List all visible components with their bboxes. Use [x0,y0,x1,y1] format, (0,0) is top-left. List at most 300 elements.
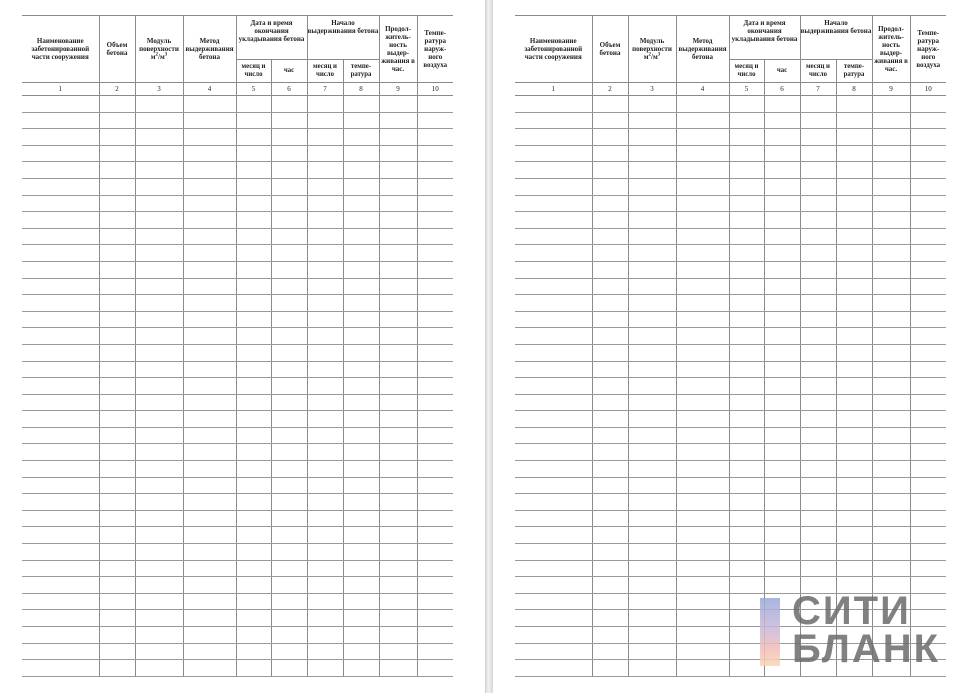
table-cell[interactable] [22,660,99,677]
table-cell[interactable] [271,178,307,195]
table-cell[interactable] [379,361,417,378]
table-cell[interactable] [22,361,99,378]
table-cell[interactable] [343,195,379,212]
table-cell[interactable] [836,112,872,129]
table-cell[interactable] [22,477,99,494]
table-cell[interactable] [135,610,183,627]
table-cell[interactable] [379,593,417,610]
table-cell[interactable] [379,261,417,278]
table-cell[interactable] [417,427,453,444]
table-cell[interactable] [379,494,417,511]
table-cell[interactable] [872,510,910,527]
table-cell[interactable] [379,560,417,577]
table-cell[interactable] [135,577,183,594]
table-cell[interactable] [764,427,800,444]
table-cell[interactable] [99,162,135,179]
table-cell[interactable] [307,593,343,610]
table-cell[interactable] [729,627,764,644]
table-cell[interactable] [628,178,676,195]
table-cell[interactable] [135,278,183,295]
table-cell[interactable] [417,461,453,478]
table-cell[interactable] [515,444,592,461]
table-cell[interactable] [910,527,946,544]
table-cell[interactable] [343,444,379,461]
table-cell[interactable] [872,461,910,478]
table-cell[interactable] [343,261,379,278]
table-cell[interactable] [628,328,676,345]
table-cell[interactable] [910,295,946,312]
table-cell[interactable] [592,245,628,262]
table-cell[interactable] [236,129,271,146]
table-cell[interactable] [676,378,729,395]
table-cell[interactable] [271,195,307,212]
table-cell[interactable] [729,411,764,428]
table-cell[interactable] [800,477,836,494]
table-cell[interactable] [515,295,592,312]
table-cell[interactable] [379,212,417,229]
table-cell[interactable] [729,378,764,395]
table-cell[interactable] [379,96,417,113]
table-cell[interactable] [676,145,729,162]
table-cell[interactable] [183,444,236,461]
table-cell[interactable] [729,361,764,378]
table-cell[interactable] [628,261,676,278]
table-cell[interactable] [729,145,764,162]
table-cell[interactable] [307,295,343,312]
table-cell[interactable] [592,660,628,677]
table-cell[interactable] [764,344,800,361]
table-cell[interactable] [628,527,676,544]
table-cell[interactable] [99,527,135,544]
table-cell[interactable] [628,162,676,179]
table-cell[interactable] [236,378,271,395]
table-cell[interactable] [135,627,183,644]
table-cell[interactable] [628,643,676,660]
table-cell[interactable] [183,228,236,245]
table-cell[interactable] [135,527,183,544]
table-cell[interactable] [592,544,628,561]
table-cell[interactable] [307,660,343,677]
table-cell[interactable] [764,228,800,245]
table-cell[interactable] [628,311,676,328]
table-cell[interactable] [379,544,417,561]
table-cell[interactable] [343,295,379,312]
table-cell[interactable] [800,427,836,444]
table-cell[interactable] [183,261,236,278]
table-cell[interactable] [236,278,271,295]
table-cell[interactable] [910,494,946,511]
table-cell[interactable] [800,527,836,544]
table-cell[interactable] [628,577,676,594]
table-cell[interactable] [99,328,135,345]
table-cell[interactable] [236,178,271,195]
table-cell[interactable] [729,494,764,511]
table-cell[interactable] [910,394,946,411]
table-cell[interactable] [592,394,628,411]
table-cell[interactable] [379,444,417,461]
table-cell[interactable] [910,212,946,229]
table-cell[interactable] [99,178,135,195]
table-cell[interactable] [271,660,307,677]
table-cell[interactable] [307,444,343,461]
table-cell[interactable] [183,427,236,444]
table-cell[interactable] [22,527,99,544]
table-cell[interactable] [515,560,592,577]
table-cell[interactable] [628,245,676,262]
table-cell[interactable] [271,527,307,544]
table-cell[interactable] [183,577,236,594]
table-cell[interactable] [764,178,800,195]
table-cell[interactable] [872,361,910,378]
table-cell[interactable] [271,311,307,328]
table-cell[interactable] [135,295,183,312]
table-cell[interactable] [515,228,592,245]
table-cell[interactable] [271,344,307,361]
table-cell[interactable] [271,261,307,278]
table-cell[interactable] [764,378,800,395]
table-cell[interactable] [236,411,271,428]
table-cell[interactable] [764,461,800,478]
table-cell[interactable] [135,427,183,444]
table-cell[interactable] [836,461,872,478]
table-cell[interactable] [764,477,800,494]
table-cell[interactable] [135,560,183,577]
table-cell[interactable] [343,112,379,129]
table-cell[interactable] [183,494,236,511]
table-cell[interactable] [729,527,764,544]
table-cell[interactable] [800,178,836,195]
table-cell[interactable] [676,544,729,561]
table-cell[interactable] [676,477,729,494]
table-cell[interactable] [343,660,379,677]
table-cell[interactable] [764,195,800,212]
table-cell[interactable] [676,411,729,428]
table-cell[interactable] [515,278,592,295]
table-cell[interactable] [379,627,417,644]
table-cell[interactable] [515,544,592,561]
table-cell[interactable] [910,112,946,129]
table-cell[interactable] [515,245,592,262]
table-cell[interactable] [271,610,307,627]
table-cell[interactable] [910,378,946,395]
table-cell[interactable] [592,427,628,444]
table-cell[interactable] [379,278,417,295]
table-cell[interactable] [417,245,453,262]
table-cell[interactable] [379,527,417,544]
table-cell[interactable] [343,411,379,428]
table-cell[interactable] [676,112,729,129]
table-cell[interactable] [417,311,453,328]
table-cell[interactable] [379,660,417,677]
table-cell[interactable] [836,344,872,361]
table-cell[interactable] [379,344,417,361]
table-cell[interactable] [836,245,872,262]
table-cell[interactable] [183,477,236,494]
table-cell[interactable] [836,129,872,146]
table-cell[interactable] [910,344,946,361]
table-cell[interactable] [417,378,453,395]
table-cell[interactable] [872,129,910,146]
table-cell[interactable] [592,344,628,361]
table-cell[interactable] [729,112,764,129]
table-cell[interactable] [417,261,453,278]
table-cell[interactable] [910,261,946,278]
table-cell[interactable] [417,577,453,594]
table-cell[interactable] [764,411,800,428]
table-cell[interactable] [22,593,99,610]
table-cell[interactable] [836,228,872,245]
table-cell[interactable] [515,344,592,361]
table-cell[interactable] [236,610,271,627]
table-cell[interactable] [872,477,910,494]
table-cell[interactable] [343,577,379,594]
table-cell[interactable] [22,643,99,660]
table-cell[interactable] [307,577,343,594]
table-cell[interactable] [236,261,271,278]
table-cell[interactable] [236,195,271,212]
table-cell[interactable] [676,178,729,195]
table-cell[interactable] [628,295,676,312]
table-cell[interactable] [628,427,676,444]
table-cell[interactable] [271,427,307,444]
table-cell[interactable] [183,593,236,610]
table-cell[interactable] [729,328,764,345]
table-cell[interactable] [236,643,271,660]
table-cell[interactable] [271,560,307,577]
table-cell[interactable] [183,527,236,544]
table-cell[interactable] [676,328,729,345]
table-cell[interactable] [729,212,764,229]
table-cell[interactable] [676,295,729,312]
table-cell[interactable] [343,129,379,146]
table-cell[interactable] [343,328,379,345]
table-cell[interactable] [417,411,453,428]
table-cell[interactable] [307,394,343,411]
table-cell[interactable] [764,527,800,544]
table-cell[interactable] [183,112,236,129]
table-cell[interactable] [379,643,417,660]
table-cell[interactable] [872,427,910,444]
table-cell[interactable] [22,178,99,195]
table-cell[interactable] [22,112,99,129]
table-cell[interactable] [764,510,800,527]
table-cell[interactable] [343,427,379,444]
table-cell[interactable] [764,295,800,312]
table-cell[interactable] [271,245,307,262]
table-cell[interactable] [307,344,343,361]
table-cell[interactable] [307,145,343,162]
table-cell[interactable] [22,411,99,428]
table-cell[interactable] [343,212,379,229]
table-cell[interactable] [271,228,307,245]
table-cell[interactable] [628,96,676,113]
table-cell[interactable] [910,145,946,162]
table-cell[interactable] [183,560,236,577]
table-cell[interactable] [236,212,271,229]
table-cell[interactable] [99,577,135,594]
table-cell[interactable] [135,544,183,561]
table-cell[interactable] [729,510,764,527]
table-cell[interactable] [379,461,417,478]
table-cell[interactable] [628,112,676,129]
table-cell[interactable] [676,510,729,527]
table-cell[interactable] [271,577,307,594]
table-cell[interactable] [592,527,628,544]
table-cell[interactable] [910,544,946,561]
table-cell[interactable] [872,195,910,212]
table-cell[interactable] [307,361,343,378]
table-cell[interactable] [628,145,676,162]
table-cell[interactable] [764,112,800,129]
table-cell[interactable] [592,112,628,129]
table-cell[interactable] [22,212,99,229]
table-cell[interactable] [836,212,872,229]
table-cell[interactable] [515,145,592,162]
table-cell[interactable] [417,162,453,179]
table-cell[interactable] [417,295,453,312]
table-cell[interactable] [307,112,343,129]
table-cell[interactable] [800,411,836,428]
table-cell[interactable] [379,145,417,162]
table-cell[interactable] [628,394,676,411]
table-cell[interactable] [676,627,729,644]
table-cell[interactable] [872,411,910,428]
table-cell[interactable] [592,311,628,328]
table-cell[interactable] [379,328,417,345]
table-cell[interactable] [379,477,417,494]
table-cell[interactable] [729,643,764,660]
table-cell[interactable] [183,610,236,627]
table-cell[interactable] [800,228,836,245]
table-cell[interactable] [99,195,135,212]
table-cell[interactable] [872,344,910,361]
table-cell[interactable] [22,228,99,245]
table-cell[interactable] [628,278,676,295]
table-cell[interactable] [379,245,417,262]
table-cell[interactable] [271,643,307,660]
table-cell[interactable] [417,510,453,527]
table-cell[interactable] [515,510,592,527]
table-cell[interactable] [836,560,872,577]
table-cell[interactable] [628,195,676,212]
table-cell[interactable] [592,444,628,461]
table-cell[interactable] [379,610,417,627]
table-cell[interactable] [592,278,628,295]
table-cell[interactable] [307,610,343,627]
table-cell[interactable] [676,228,729,245]
table-cell[interactable] [343,311,379,328]
table-cell[interactable] [515,378,592,395]
table-cell[interactable] [592,361,628,378]
table-cell[interactable] [271,96,307,113]
table-cell[interactable] [676,195,729,212]
table-cell[interactable] [22,577,99,594]
table-cell[interactable] [236,295,271,312]
table-cell[interactable] [343,361,379,378]
table-cell[interactable] [307,178,343,195]
table-cell[interactable] [271,361,307,378]
table-cell[interactable] [676,394,729,411]
table-cell[interactable] [343,461,379,478]
table-cell[interactable] [676,96,729,113]
table-cell[interactable] [910,311,946,328]
table-cell[interactable] [515,195,592,212]
table-cell[interactable] [800,195,836,212]
table-cell[interactable] [183,660,236,677]
table-cell[interactable] [271,129,307,146]
table-cell[interactable] [379,378,417,395]
table-cell[interactable] [236,444,271,461]
table-cell[interactable] [910,477,946,494]
table-cell[interactable] [676,494,729,511]
table-cell[interactable] [135,477,183,494]
table-cell[interactable] [271,627,307,644]
table-cell[interactable] [729,560,764,577]
table-cell[interactable] [729,245,764,262]
table-cell[interactable] [417,627,453,644]
table-cell[interactable] [764,129,800,146]
table-cell[interactable] [729,195,764,212]
table-cell[interactable] [764,544,800,561]
table-cell[interactable] [135,344,183,361]
table-cell[interactable] [628,444,676,461]
table-cell[interactable] [872,278,910,295]
table-cell[interactable] [800,560,836,577]
table-cell[interactable] [910,577,946,594]
table-cell[interactable] [729,610,764,627]
table-cell[interactable] [729,593,764,610]
table-cell[interactable] [135,394,183,411]
table-cell[interactable] [307,643,343,660]
table-cell[interactable] [417,660,453,677]
table-cell[interactable] [135,411,183,428]
table-cell[interactable] [417,112,453,129]
table-cell[interactable] [343,610,379,627]
table-cell[interactable] [307,477,343,494]
table-cell[interactable] [379,195,417,212]
table-cell[interactable] [22,245,99,262]
table-cell[interactable] [307,212,343,229]
table-cell[interactable] [515,112,592,129]
table-cell[interactable] [271,112,307,129]
table-cell[interactable] [236,162,271,179]
table-cell[interactable] [183,394,236,411]
table-cell[interactable] [628,627,676,644]
table-cell[interactable] [729,162,764,179]
table-cell[interactable] [307,261,343,278]
table-cell[interactable] [135,96,183,113]
table-cell[interactable] [22,610,99,627]
table-cell[interactable] [99,228,135,245]
table-cell[interactable] [417,328,453,345]
table-cell[interactable] [99,96,135,113]
table-cell[interactable] [417,477,453,494]
table-cell[interactable] [515,328,592,345]
table-cell[interactable] [99,344,135,361]
table-cell[interactable] [872,245,910,262]
table-cell[interactable] [307,311,343,328]
table-cell[interactable] [800,494,836,511]
table-cell[interactable] [592,212,628,229]
table-cell[interactable] [800,394,836,411]
table-cell[interactable] [343,627,379,644]
table-cell[interactable] [628,593,676,610]
table-cell[interactable] [515,610,592,627]
table-cell[interactable] [628,228,676,245]
table-cell[interactable] [836,378,872,395]
table-cell[interactable] [628,212,676,229]
table-cell[interactable] [836,527,872,544]
